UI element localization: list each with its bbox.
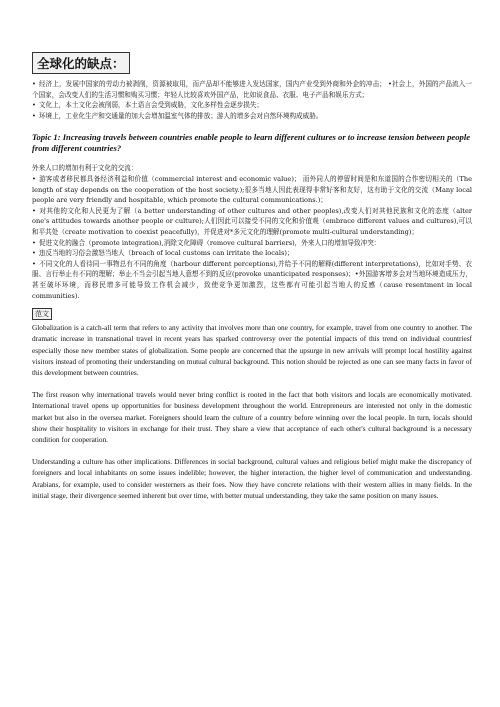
intro-line: 外来人口的增加有利于文化的交流： <box>32 164 138 173</box>
model-essay-label: 范文 <box>32 308 52 320</box>
point-item: • 对其他的文化和人民更为了解（a better understanding of other cultures and other peoples),改变人们对其他民族和文化的态度（alter one's attitudes towards another people or culture);人们因此可以接受不同的文化和价值观（embrace different values and cultures),可以和平共处（create motivation to coexist peacefully)，并促进对*多元文化的理解(promote multi-cultural understanding)； <box>32 206 472 238</box>
essay-paragraph: Globalization is a catch-all term that refers to any activity that involves more than one country, for example, travel from one country to another. The dramatic increase in transnational travel in recent years has sparked controversy over the potential impacts of this trend on individual countriesf especially those new member states of globalization. Some people are concerned that the upsurge in new arrivals will prompt local hostility against visitors instead of promoting their understanding on mutual cultural background. This notion should be rejected as one can see many facts in favor of this development between countries. <box>32 323 472 377</box>
cons-item: • 文化上，本土文化会被削弱，本土语言会受到威胁，文化多样性会逐步损失； <box>32 100 472 111</box>
section-heading: 全球化的缺点： <box>32 52 130 74</box>
point-item: • 促进文化的融合（promote integration),消除文化障碍（remove cultural barriers)，外来人口的增加导致冲突： <box>32 238 472 249</box>
essay-paragraph: Understanding a culture has other implications. Differences in social background, cultural values and religious belief might make the discrepancy of foreigners and local inhabitants on some issues indelible; however, the higher interaction, the higher level of communication and understanding. Arabians, for example, used to consider westerners as their foes. Now they have concrete relations with their western allies in many fields. In the initial stage, their divergence seemed inherent but over time, with better mutual understanding, they take the same position on many issues. <box>32 457 472 500</box>
point-item: • 违反当地的习俗会激怒当地人（breach of local customs can irritate the locals)； <box>32 248 472 259</box>
document-page <box>32 52 472 501</box>
essay-paragraph: The first reason why international travels would never bring conflict is rooted in the fact that both visitors and locals are economically motivated. International travel opens up opportunities for business development throughout the world. Entrepreneurs are interested not only in the domestic market but also in the oversea market. Foreigners should learn the culture of a country before winning over the local people. In turn, locals should show their hospitality to visitors in exchange for their trust. They share a view that acceptance of each other's cultural background is a necessary condition for cooperation. <box>32 390 472 444</box>
point-item: • 游客或者移民都具备经济利益和价值（commercial interest and economic value)； 而外同人的停留时间是和东道国的合作密切相关的（The length of stay depends on the cooperation of the host society.);很多当地人因此表现得非常好客和友好，这有助于文化的交流（Many local people are very friendly and hospitable, which promote the cultural communications.)； <box>32 174 472 206</box>
cons-item: • 环境上，工业化生产和交通量的加大会增加温室气体的排放；游人的增多会对自然环境构成威胁。 <box>32 111 472 122</box>
topic-heading: Topic 1: Increasing travels between countries enable people to learn different cultures or to increase tension between people from different countries? <box>32 132 471 154</box>
point-item: • 不同文化的人看待同一事物总有不同的角度（harbour different perceptions),并给予不同的解释(different interpretations)，比如对手势、衣服、言行举止有不同的理解；举止不当会引起当地人意想不到的反应(provoke unanticipated responses)；•外国游客增多会对当地环境造成压力，甚至破坏环境，而移民增多可能导致工作机会减少，致使竞争更加激烈，这些都有可能引起当地人的反感（cause resentment in local communities). <box>32 259 472 301</box>
cons-item: • 经济上，发展中国家的劳动力被剥削，资源被取用，而产品却不能够进入发达国家，国内产业受到外商和外企的冲击； •社会上，外国的产品流入一个国家，会改变人们的生活习惯和购买习惯；年轻人比较喜欢外国产品，比如说食品、衣服、电子产品和娱乐方式； <box>32 79 472 100</box>
